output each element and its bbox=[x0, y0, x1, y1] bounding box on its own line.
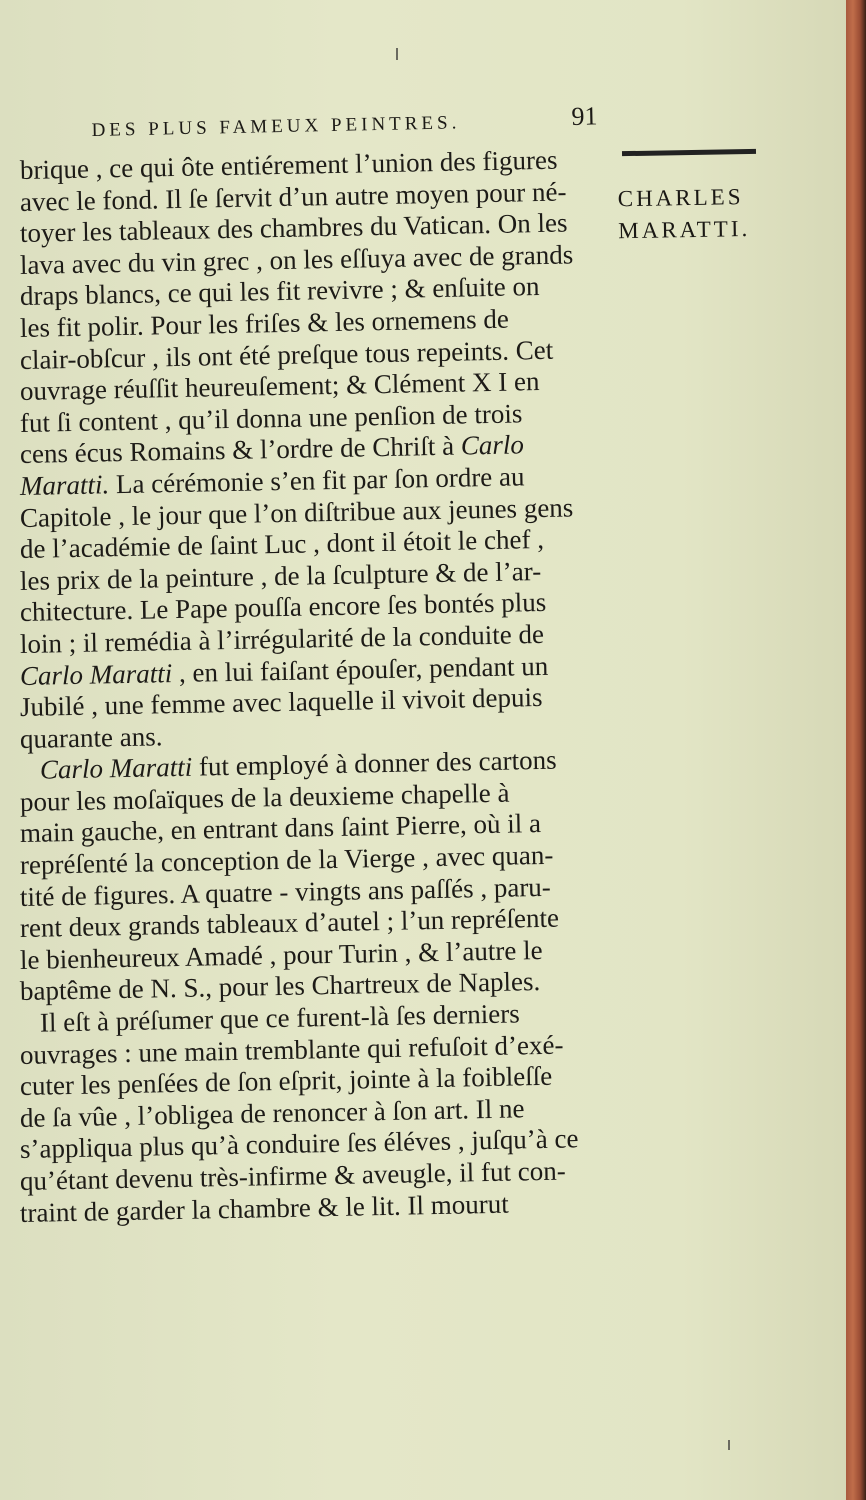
text-segment: baptême de N. S., pour les Chartreux de Naples. bbox=[19, 966, 541, 1007]
text-segment: traint de garder la chambre & le lit. Il mourut bbox=[19, 1188, 510, 1228]
text-segment: Il eſt à préſumer que ce furent-là ſes derniers bbox=[39, 998, 520, 1038]
text-segment: main gauche, en entrant dans ſaint Pierre, où il a bbox=[19, 808, 542, 849]
text-segment: draps blancs, ce qui les fit revivre ; & enſuite on bbox=[19, 271, 540, 312]
marginal-note-line: CHARLES bbox=[617, 184, 744, 212]
text-segment: tité de figures. A quatre - vingts ans paſſés , paru- bbox=[19, 871, 552, 912]
text-segment: loin ; il remédia à l’irrégularité de la conduite de bbox=[19, 618, 545, 659]
page-number: 91 bbox=[571, 101, 598, 131]
italic-text: Maratti. bbox=[19, 469, 110, 501]
body-text bbox=[19, 144, 600, 1229]
running-head bbox=[91, 99, 632, 150]
italic-text: Carlo bbox=[460, 429, 525, 461]
marginal-note-line: MARATTI. bbox=[618, 215, 751, 244]
italic-text: Carlo Maratti bbox=[39, 751, 193, 785]
text-segment: ouvrages : une main tremblante qui refuſoit d’exé- bbox=[19, 1029, 564, 1070]
text-segment: , en lui faiſant épouſer, pendant un bbox=[171, 650, 549, 688]
text-segment: fut ſi content , qu’il donna une penſion de trois bbox=[19, 398, 523, 438]
ink-speck bbox=[396, 48, 398, 60]
text-segment: Capitole , le jour que l’on diſtribue aux jeunes gens bbox=[19, 491, 574, 533]
text-segment: rent deux grands tableaux d’autel ; l’un repréſente bbox=[19, 902, 560, 944]
text-segment: les prix de la peinture , de la ſculpture & de l’ar- bbox=[19, 555, 542, 596]
text-segment: cens écus Romains & l’ordre de Chriſt à bbox=[19, 430, 462, 470]
text-segment: qu’étant devenu très-infirme & aveugle, il fut con- bbox=[19, 1155, 566, 1196]
page-edge bbox=[846, 0, 866, 1500]
text-segment: cuter les penſées de ſon eſprit, jointe à la foibleſſe bbox=[19, 1061, 553, 1102]
text-segment: ouvrage réuſſit heureuſement; & Clément X I en bbox=[19, 366, 540, 407]
text-segment: lava avec du vin grec , on les eſſuya avec de grands bbox=[19, 239, 574, 280]
marginal-note bbox=[617, 181, 763, 248]
text-segment: repréſenté la conception de la Vierge , avec quan- bbox=[19, 839, 554, 881]
text-segment: de l’académie de ſaint Luc , dont il étoit le chef , bbox=[19, 524, 545, 565]
text-segment: toyer les tableaux des chambres du Vatican. On les bbox=[19, 207, 568, 249]
text-segment: clair-obſcur , ils ont été preſque tous repeints. Cet bbox=[19, 334, 554, 375]
ink-speck bbox=[728, 1440, 730, 1450]
text-segment: Jubilé , une femme avec laquelle il vivoit depuis bbox=[19, 682, 543, 723]
header-rule bbox=[622, 149, 756, 156]
text-segment: fut employé à donner des cartons bbox=[191, 744, 557, 782]
text-segment: quarante ans. bbox=[19, 720, 163, 754]
text-segment: le bienheureux Amadé , pour Turin , & l’autre le bbox=[19, 934, 543, 975]
text-segment: les fit polir. Pour les friſes & les ornemens de bbox=[19, 303, 510, 343]
text-segment: s’appliqua plus qu’à conduire ſes éléves , juſqu’à ce bbox=[19, 1123, 579, 1165]
text-segment: La cérémonie s’en fit par ſon ordre au bbox=[108, 461, 525, 500]
text-segment: brique , ce qui ôte entiérement l’union des figures bbox=[19, 144, 558, 185]
text-segment: de ſa vûe , l’obligea de renoncer à ſon art. Il ne bbox=[19, 1093, 525, 1133]
text-segment: chitecture. Le Pape pouſſa encore ſes bontés plus bbox=[19, 587, 547, 628]
text-segment: avec le fond. Il ſe ſervit d’un autre moyen pour né- bbox=[19, 176, 567, 217]
text-segment: pour les moſaïques de la deuxieme chapelle à bbox=[19, 777, 510, 817]
italic-text: Carlo Maratti bbox=[19, 657, 173, 691]
running-title: DES PLUS FAMEUX PEINTRES. bbox=[91, 112, 461, 142]
